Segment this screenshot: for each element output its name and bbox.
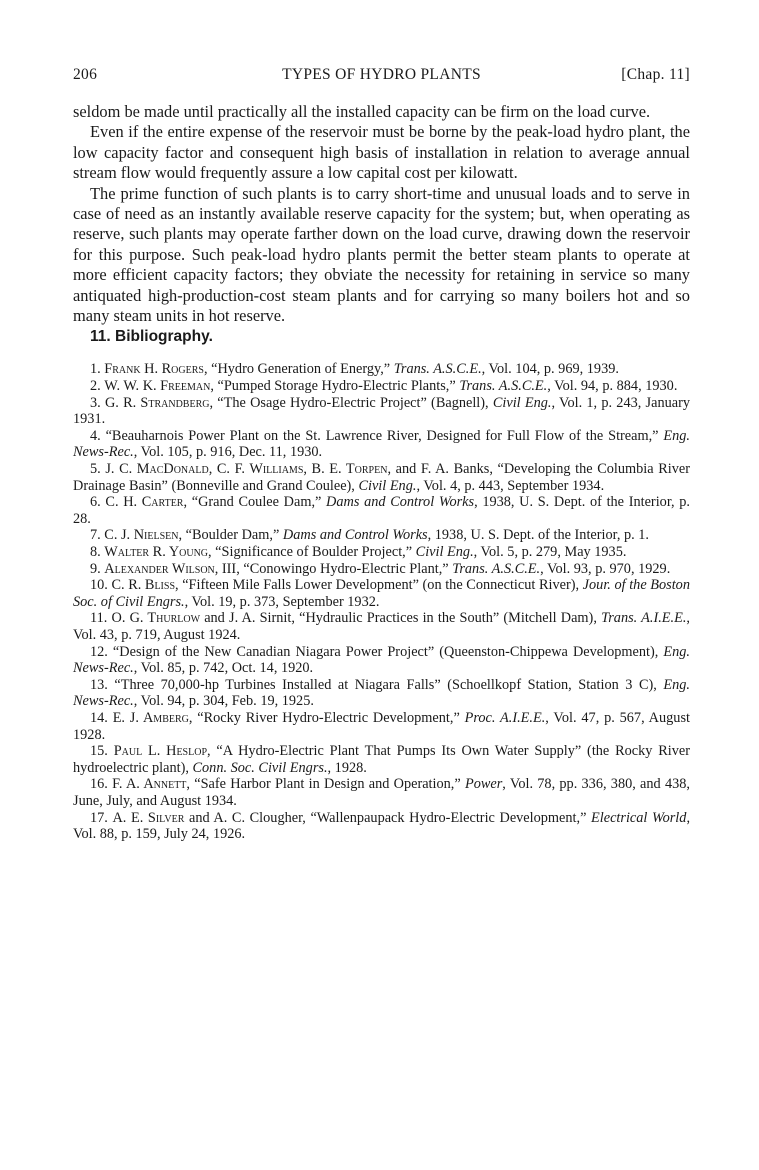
reference-author: E. J. Amberg xyxy=(112,709,189,726)
reference-author: Paul L. Heslop xyxy=(113,743,208,760)
paragraph: Even if the entire expense of the reservoir must be borne by the peak-load hydro plant, the low capacity factor and consequent high basis of installation in relation to average annual stream flow would frequently assure a low capital cost per kilowatt. xyxy=(73,122,690,183)
reference-prefix: 1. xyxy=(90,361,105,378)
reference-journal: Eng. News-Rec. xyxy=(73,676,690,710)
reference-prefix: 3. xyxy=(90,394,105,411)
reference-prefix: 8. xyxy=(90,544,105,560)
reference-author: F. A. Annett xyxy=(112,776,187,793)
reference-author: C. R. Bliss xyxy=(111,577,176,594)
reference-journal: Conn. Soc. Civil Engrs. xyxy=(192,759,328,776)
reference-details: , Vol. 19, p. 373, September 1932. xyxy=(184,593,380,610)
reference-journal: Trans. A.S.C.E. xyxy=(459,378,548,395)
reference-details: , Vol. 104, p. 969, 1939. xyxy=(481,361,619,378)
reference-journal: Civil Eng. xyxy=(492,394,552,411)
reference-author: Alexander Wilson xyxy=(104,560,215,577)
reference-item xyxy=(73,527,690,544)
reference-details: , 1938, U. S. Dept. of the Interior, p. 28. xyxy=(73,494,690,527)
reference-prefix: 17. xyxy=(90,809,113,826)
reference-details: , Vol. 85, p. 742, Oct. 14, 1920. xyxy=(133,660,314,677)
reference-journal: Eng. News-Rec. xyxy=(73,643,690,677)
reference-item xyxy=(73,428,690,461)
reference-author: O. G. Thurlow xyxy=(111,610,201,627)
reference-details: , 1938, U. S. Dept. of the Interior, p. 1. xyxy=(427,527,650,544)
reference-journal: Dams and Control Works xyxy=(282,527,428,544)
body-text xyxy=(73,102,690,326)
reference-journal: Civil Eng. xyxy=(358,477,417,494)
reference-item xyxy=(73,810,690,843)
reference-title: and F. A. Banks, “Developing the Columbia River Drainage Basin” (Bonneville and Grand Coulee), xyxy=(73,461,690,494)
chapter-label: [Chap. 11] xyxy=(621,66,690,83)
reference-prefix: 13. “Three 70,000-hp Turbines Installed at Niagara Falls” (Schoellkopf Station, Station 3 C), xyxy=(90,676,664,693)
reference-prefix: 15. xyxy=(90,743,114,760)
reference-item xyxy=(73,743,690,776)
reference-prefix: 9. xyxy=(90,560,105,577)
reference-details: , Vol. 88, p. 159, July 24, 1926. xyxy=(73,809,691,843)
reference-title: , “The Osage Hydro-Electric Project” (Bagnell), xyxy=(209,394,493,411)
reference-title: , III, “Conowingo Hydro-Electric Plant,” xyxy=(214,560,453,577)
reference-journal: Power xyxy=(464,776,503,793)
reference-details: , Vol. 94, p. 304, Feb. 19, 1925. xyxy=(133,693,314,710)
reference-item xyxy=(73,544,690,561)
reference-details: , Vol. 5, p. 279, May 1935. xyxy=(473,544,627,560)
reference-prefix: 4. “Beauharnois Power Plant on the St. Lawrence River, Designed for Full Flow of the Stream,” xyxy=(90,427,664,444)
section-heading: 11. Bibliography. xyxy=(90,328,213,346)
reference-title: , “Hydro Generation of Energy,” xyxy=(203,361,394,378)
reference-item xyxy=(73,776,690,809)
reference-prefix: 7. xyxy=(90,527,105,544)
reference-item xyxy=(73,395,690,428)
reference-item xyxy=(73,561,690,578)
reference-author: W. W. K. Freeman xyxy=(104,378,211,395)
book-page xyxy=(73,66,690,843)
reference-title: , “A Hydro-Electric Plant That Pumps Its Own Water Supply” (the Rocky River hydroelectric plant), xyxy=(73,743,690,776)
reference-details: , Vol. 93, p. 970, 1929. xyxy=(540,560,671,577)
reference-item xyxy=(73,361,690,378)
reference-title: , “Safe Harbor Plant in Design and Operation,” xyxy=(186,776,465,793)
reference-author: J. C. MacDonald, C. F. Williams, B. E. Torpen, xyxy=(105,461,392,478)
running-title: TYPES OF HYDRO PLANTS xyxy=(282,66,481,83)
reference-title: , “Boulder Dam,” xyxy=(178,527,283,544)
paragraph: The prime function of such plants is to carry short-time and unusual loads and to serve in case of need as an instantly available reserve capacity for the system; but, when operating as reserve, such plants may operate farther down on the load curve, drawing down the reservoir for this purpose. Such peak-load hydro plants permit the better steam plants to operate at more efficient capacity factors; they obviate the necessity for retaining in service so many antiquated high-production-cost steam plants and for carrying so many boilers hot and so many steam units in hot reserve. xyxy=(73,183,690,326)
reference-details: , Vol. 47, p. 567, August 1928. xyxy=(73,709,690,743)
reference-details: , Vol. 94, p. 884, 1930. xyxy=(547,378,678,395)
reference-details: , 1928. xyxy=(327,759,367,776)
page-number: 206 xyxy=(73,66,98,83)
reference-details: , Vol. 78, pp. 336, 380, and 438, June, July, and August 1934. xyxy=(73,776,690,809)
reference-prefix: 10. xyxy=(90,577,112,594)
reference-author: G. R. Strandberg xyxy=(104,394,210,411)
reference-author: Walter R. Young xyxy=(104,544,209,560)
reference-author: C. H. Carter xyxy=(105,494,184,511)
reference-journal: Jour. of the Boston Soc. of Civil Engrs. xyxy=(73,577,690,610)
reference-item xyxy=(73,494,690,527)
reference-title: and A. C. Clougher, “Wallenpaupack Hydro-Electric Development,” xyxy=(184,809,592,826)
reference-item xyxy=(73,461,690,494)
reference-journal: Trans. A.S.C.E. xyxy=(393,361,482,378)
reference-details: , Vol. 43, p. 719, August 1924. xyxy=(73,610,690,643)
reference-journal: Civil Eng. xyxy=(415,544,474,560)
reference-journal: Trans. A.S.C.E. xyxy=(452,560,541,577)
reference-title: and J. A. Sirnit, “Hydraulic Practices in the South” (Mitchell Dam), xyxy=(200,610,602,627)
reference-journal: Dams and Control Works xyxy=(326,494,475,511)
reference-journal: Eng. News-Rec. xyxy=(73,427,690,461)
reference-author: A. E. Silver xyxy=(112,809,185,826)
reference-journal: Electrical World xyxy=(591,809,687,826)
reference-details: , Vol. 105, p. 916, Dec. 11, 1930. xyxy=(133,444,323,461)
reference-prefix: 14. xyxy=(90,709,113,726)
reference-prefix: 12. “Design of the New Canadian Niagara Power Project” (Queenston-Chippewa Development), xyxy=(90,643,664,660)
reference-title: , “Pumped Storage Hydro-Electric Plants,” xyxy=(210,378,460,395)
reference-details: , Vol. 1, p. 243, January 1931. xyxy=(73,394,690,428)
reference-prefix: 2. xyxy=(90,378,105,395)
reference-author: C. J. Nielsen xyxy=(104,527,179,544)
reference-item xyxy=(73,644,690,677)
reference-details: , Vol. 4, p. 443, September 1934. xyxy=(416,477,605,494)
reference-prefix: 16. xyxy=(90,776,113,793)
reference-title: , “Grand Coulee Dam,” xyxy=(183,494,327,511)
reference-journal: Trans. A.I.E.E. xyxy=(601,610,687,627)
reference-title: , “Rocky River Hydro-Electric Development,” xyxy=(188,709,465,726)
reference-item xyxy=(73,610,690,643)
reference-author: Frank H. Rogers xyxy=(104,361,204,378)
running-header xyxy=(73,66,690,88)
bibliography-list xyxy=(73,361,690,842)
reference-prefix: 6. xyxy=(90,494,106,511)
reference-item xyxy=(73,710,690,743)
reference-item xyxy=(73,677,690,710)
reference-item xyxy=(73,577,690,610)
reference-prefix: 5. xyxy=(90,461,106,478)
reference-prefix: 11. xyxy=(90,610,112,627)
reference-title: , “Fifteen Mile Falls Lower Development” (on the Connecticut River), xyxy=(175,577,583,594)
reference-title: , “Significance of Boulder Project,” xyxy=(208,544,416,560)
reference-item xyxy=(73,378,690,395)
reference-journal: Proc. A.I.E.E. xyxy=(464,709,546,726)
paragraph: seldom be made until practically all the installed capacity can be firm on the load curve. xyxy=(73,102,651,121)
